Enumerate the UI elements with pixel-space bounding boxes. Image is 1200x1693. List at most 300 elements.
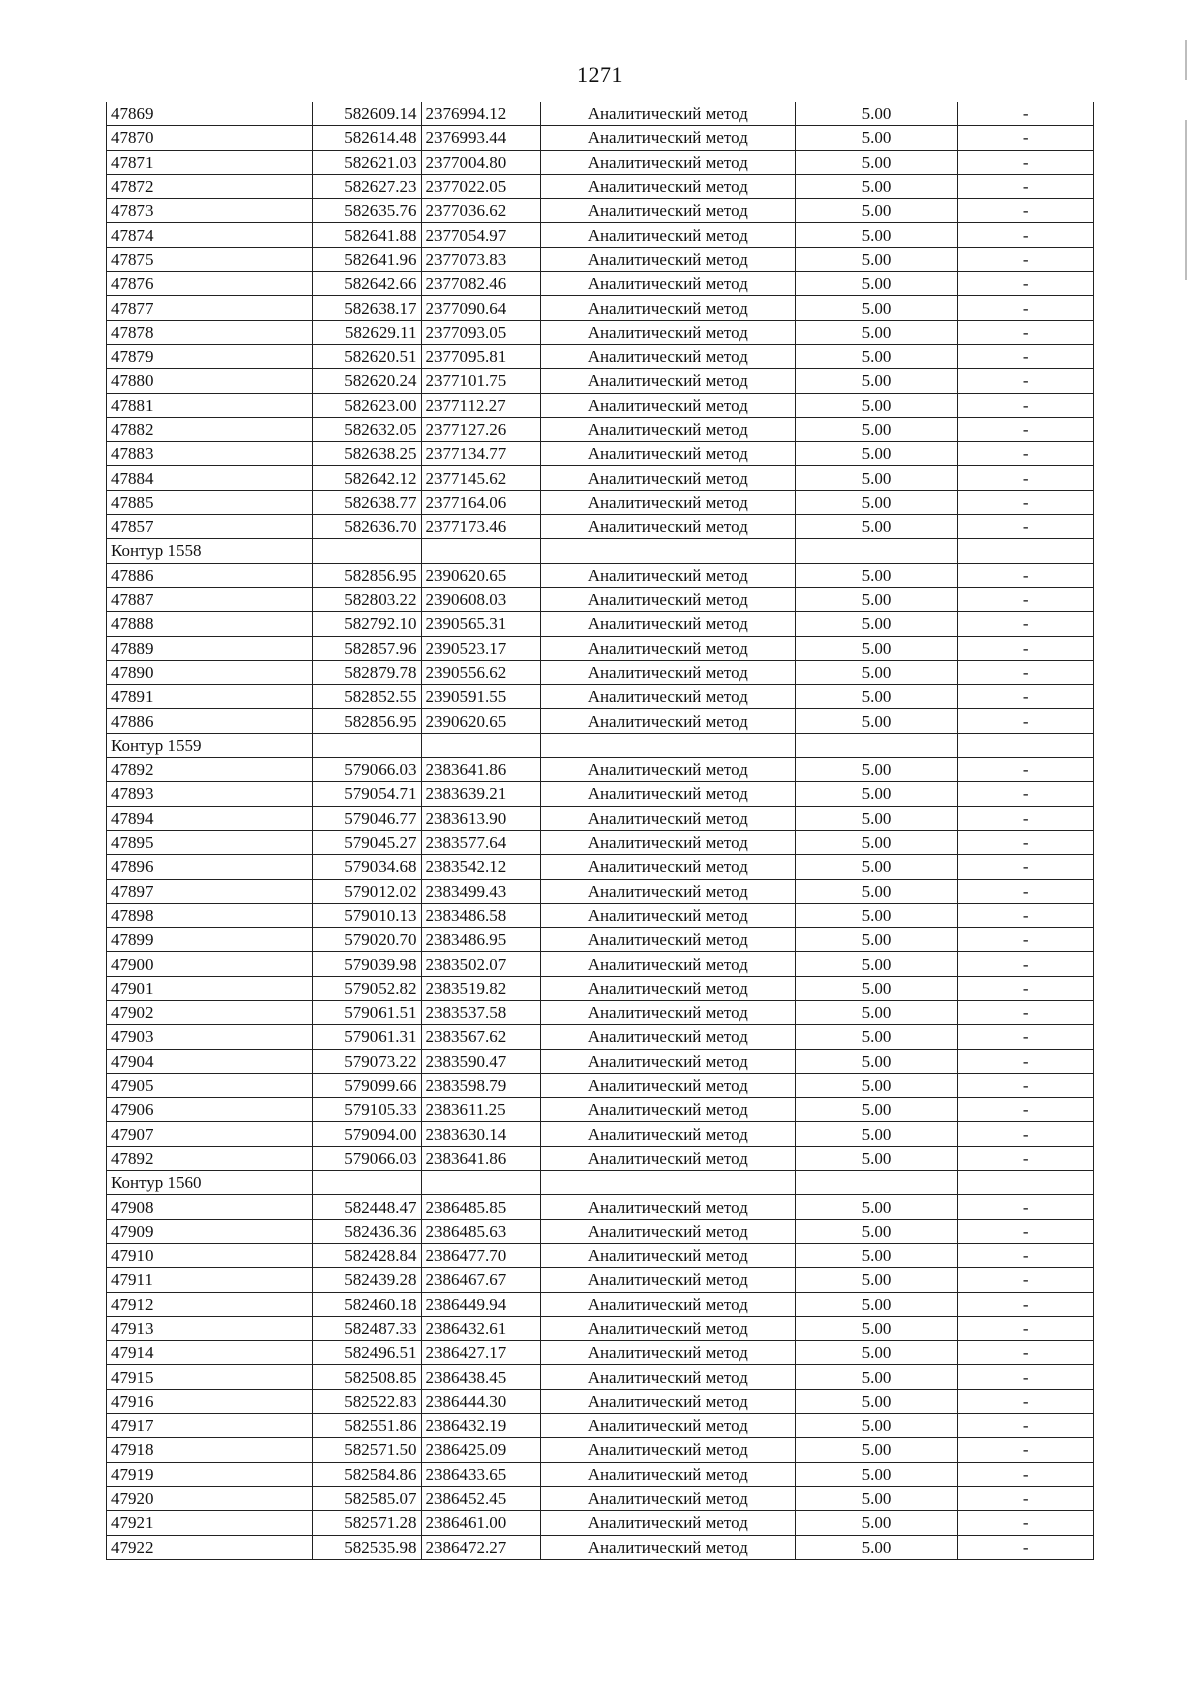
y-coordinate-cell: 2386432.19: [421, 1414, 540, 1438]
point-number-cell: 47874: [107, 223, 313, 247]
accuracy-cell: 5.00: [795, 247, 958, 271]
table-row: [107, 1486, 1094, 1510]
point-number-cell: 47911: [107, 1268, 313, 1292]
accuracy-cell: 5.00: [795, 782, 958, 806]
table-row: [107, 369, 1094, 393]
empty-cell: [540, 539, 795, 563]
note-cell: -: [958, 126, 1094, 150]
x-coordinate-cell: 579045.27: [313, 830, 421, 854]
note-cell: -: [958, 1511, 1094, 1535]
x-coordinate-cell: 579094.00: [313, 1122, 421, 1146]
coordinates-table: [106, 102, 1094, 1560]
method-cell: Аналитический метод: [540, 1049, 795, 1073]
y-coordinate-cell: 2383542.12: [421, 855, 540, 879]
accuracy-cell: 5.00: [795, 1292, 958, 1316]
table-row: [107, 612, 1094, 636]
method-cell: Аналитический метод: [540, 952, 795, 976]
empty-cell: [958, 539, 1094, 563]
table-row: [107, 855, 1094, 879]
accuracy-cell: 5.00: [795, 174, 958, 198]
x-coordinate-cell: 579066.03: [313, 758, 421, 782]
x-coordinate-cell: 582551.86: [313, 1414, 421, 1438]
y-coordinate-cell: 2390620.65: [421, 709, 540, 733]
note-cell: -: [958, 1438, 1094, 1462]
accuracy-cell: 5.00: [795, 1243, 958, 1267]
table-row: [107, 976, 1094, 1000]
y-coordinate-cell: 2386438.45: [421, 1365, 540, 1389]
table-row: [107, 879, 1094, 903]
method-cell: Аналитический метод: [540, 903, 795, 927]
point-number-cell: 47919: [107, 1462, 313, 1486]
note-cell: -: [958, 1098, 1094, 1122]
method-cell: Аналитический метод: [540, 1341, 795, 1365]
method-cell: Аналитический метод: [540, 563, 795, 587]
table-row: [107, 685, 1094, 709]
y-coordinate-cell: 2386461.00: [421, 1511, 540, 1535]
point-number-cell: 47903: [107, 1025, 313, 1049]
method-cell: Аналитический метод: [540, 417, 795, 441]
accuracy-cell: 5.00: [795, 1025, 958, 1049]
method-cell: Аналитический метод: [540, 855, 795, 879]
note-cell: -: [958, 1195, 1094, 1219]
accuracy-cell: 5.00: [795, 903, 958, 927]
table-row: [107, 1365, 1094, 1389]
y-coordinate-cell: 2383502.07: [421, 952, 540, 976]
x-coordinate-cell: 582609.14: [313, 102, 421, 126]
x-coordinate-cell: 582439.28: [313, 1268, 421, 1292]
x-coordinate-cell: 582627.23: [313, 174, 421, 198]
y-coordinate-cell: 2377095.81: [421, 344, 540, 368]
empty-cell: [795, 733, 958, 757]
point-number-cell: 47914: [107, 1341, 313, 1365]
method-cell: Аналитический метод: [540, 1414, 795, 1438]
x-coordinate-cell: 582642.12: [313, 466, 421, 490]
table-row: [107, 903, 1094, 927]
x-coordinate-cell: 579046.77: [313, 806, 421, 830]
method-cell: Аналитический метод: [540, 1486, 795, 1510]
y-coordinate-cell: 2377112.27: [421, 393, 540, 417]
accuracy-cell: 5.00: [795, 636, 958, 660]
accuracy-cell: 5.00: [795, 199, 958, 223]
note-cell: -: [958, 1243, 1094, 1267]
scan-artifact-mark: [1185, 40, 1187, 80]
note-cell: -: [958, 587, 1094, 611]
accuracy-cell: 5.00: [795, 466, 958, 490]
empty-cell: [795, 1171, 958, 1195]
point-number-cell: 47891: [107, 685, 313, 709]
point-number-cell: 47872: [107, 174, 313, 198]
method-cell: Аналитический метод: [540, 174, 795, 198]
accuracy-cell: 5.00: [795, 563, 958, 587]
y-coordinate-cell: 2377101.75: [421, 369, 540, 393]
point-number-cell: 47888: [107, 612, 313, 636]
table-row: [107, 223, 1094, 247]
note-cell: -: [958, 1316, 1094, 1340]
note-cell: -: [958, 466, 1094, 490]
table-row: [107, 442, 1094, 466]
x-coordinate-cell: 582803.22: [313, 587, 421, 611]
note-cell: -: [958, 1341, 1094, 1365]
y-coordinate-cell: 2383486.95: [421, 928, 540, 952]
x-coordinate-cell: 582496.51: [313, 1341, 421, 1365]
method-cell: Аналитический метод: [540, 758, 795, 782]
note-cell: -: [958, 928, 1094, 952]
point-number-cell: 47918: [107, 1438, 313, 1462]
empty-cell: [540, 1171, 795, 1195]
method-cell: Аналитический метод: [540, 223, 795, 247]
method-cell: Аналитический метод: [540, 490, 795, 514]
accuracy-cell: 5.00: [795, 976, 958, 1000]
y-coordinate-cell: 2383519.82: [421, 976, 540, 1000]
point-number-cell: 47913: [107, 1316, 313, 1340]
method-cell: Аналитический метод: [540, 1389, 795, 1413]
accuracy-cell: 5.00: [795, 272, 958, 296]
x-coordinate-cell: 582629.11: [313, 320, 421, 344]
x-coordinate-cell: 582641.96: [313, 247, 421, 271]
note-cell: -: [958, 344, 1094, 368]
x-coordinate-cell: 582535.98: [313, 1535, 421, 1559]
x-coordinate-cell: 582571.50: [313, 1438, 421, 1462]
y-coordinate-cell: 2377022.05: [421, 174, 540, 198]
method-cell: Аналитический метод: [540, 1195, 795, 1219]
point-number-cell: 47889: [107, 636, 313, 660]
point-number-cell: 47896: [107, 855, 313, 879]
point-number-cell: 47904: [107, 1049, 313, 1073]
x-coordinate-cell: 582522.83: [313, 1389, 421, 1413]
note-cell: -: [958, 855, 1094, 879]
y-coordinate-cell: 2386433.65: [421, 1462, 540, 1486]
method-cell: Аналитический метод: [540, 685, 795, 709]
y-coordinate-cell: 2386449.94: [421, 1292, 540, 1316]
note-cell: -: [958, 685, 1094, 709]
accuracy-cell: 5.00: [795, 1049, 958, 1073]
note-cell: -: [958, 563, 1094, 587]
table-row: [107, 466, 1094, 490]
x-coordinate-cell: 582620.51: [313, 344, 421, 368]
table-row: [107, 1025, 1094, 1049]
table-row: [107, 1414, 1094, 1438]
x-coordinate-cell: 582584.86: [313, 1462, 421, 1486]
x-coordinate-cell: 582642.66: [313, 272, 421, 296]
accuracy-cell: 5.00: [795, 1486, 958, 1510]
y-coordinate-cell: 2376994.12: [421, 102, 540, 126]
y-coordinate-cell: 2377054.97: [421, 223, 540, 247]
method-cell: Аналитический метод: [540, 369, 795, 393]
x-coordinate-cell: 582428.84: [313, 1243, 421, 1267]
accuracy-cell: 5.00: [795, 150, 958, 174]
accuracy-cell: 5.00: [795, 515, 958, 539]
y-coordinate-cell: 2383537.58: [421, 1000, 540, 1024]
table-row: [107, 1268, 1094, 1292]
point-number-cell: 47902: [107, 1000, 313, 1024]
table-row: [107, 1122, 1094, 1146]
x-coordinate-cell: 582620.24: [313, 369, 421, 393]
contour-header-row: [107, 539, 1094, 563]
y-coordinate-cell: 2390556.62: [421, 660, 540, 684]
accuracy-cell: 5.00: [795, 393, 958, 417]
method-cell: Аналитический метод: [540, 1292, 795, 1316]
method-cell: Аналитический метод: [540, 1316, 795, 1340]
y-coordinate-cell: 2386477.70: [421, 1243, 540, 1267]
table-row: [107, 1462, 1094, 1486]
method-cell: Аналитический метод: [540, 126, 795, 150]
empty-cell: [421, 1171, 540, 1195]
empty-cell: [795, 539, 958, 563]
table-row: [107, 247, 1094, 271]
y-coordinate-cell: 2377073.83: [421, 247, 540, 271]
empty-cell: [313, 1171, 421, 1195]
note-cell: -: [958, 1535, 1094, 1559]
accuracy-cell: 5.00: [795, 223, 958, 247]
table-row: [107, 296, 1094, 320]
note-cell: -: [958, 102, 1094, 126]
point-number-cell: 47870: [107, 126, 313, 150]
method-cell: Аналитический метод: [540, 1219, 795, 1243]
table-row: [107, 417, 1094, 441]
table-row: [107, 272, 1094, 296]
accuracy-cell: 5.00: [795, 685, 958, 709]
y-coordinate-cell: 2386485.63: [421, 1219, 540, 1243]
accuracy-cell: 5.00: [795, 344, 958, 368]
accuracy-cell: 5.00: [795, 1073, 958, 1097]
y-coordinate-cell: 2383598.79: [421, 1073, 540, 1097]
point-number-cell: 47894: [107, 806, 313, 830]
empty-cell: [421, 733, 540, 757]
accuracy-cell: 5.00: [795, 1316, 958, 1340]
method-cell: Аналитический метод: [540, 1511, 795, 1535]
y-coordinate-cell: 2390591.55: [421, 685, 540, 709]
accuracy-cell: 5.00: [795, 102, 958, 126]
point-number-cell: 47879: [107, 344, 313, 368]
method-cell: Аналитический метод: [540, 1122, 795, 1146]
x-coordinate-cell: 582436.36: [313, 1219, 421, 1243]
note-cell: -: [958, 150, 1094, 174]
y-coordinate-cell: 2386444.30: [421, 1389, 540, 1413]
table-row: [107, 636, 1094, 660]
method-cell: Аналитический метод: [540, 1025, 795, 1049]
accuracy-cell: 5.00: [795, 1195, 958, 1219]
method-cell: Аналитический метод: [540, 1268, 795, 1292]
empty-cell: [540, 733, 795, 757]
y-coordinate-cell: 2386427.17: [421, 1341, 540, 1365]
note-cell: -: [958, 1073, 1094, 1097]
accuracy-cell: 5.00: [795, 879, 958, 903]
accuracy-cell: 5.00: [795, 296, 958, 320]
accuracy-cell: 5.00: [795, 1122, 958, 1146]
y-coordinate-cell: 2377134.77: [421, 442, 540, 466]
y-coordinate-cell: 2377004.80: [421, 150, 540, 174]
x-coordinate-cell: 582585.07: [313, 1486, 421, 1510]
table-row: [107, 490, 1094, 514]
method-cell: Аналитический метод: [540, 1073, 795, 1097]
accuracy-cell: 5.00: [795, 1098, 958, 1122]
contour-title: Контур 1560: [107, 1171, 313, 1195]
table-row: [107, 1049, 1094, 1073]
y-coordinate-cell: 2383639.21: [421, 782, 540, 806]
note-cell: -: [958, 1486, 1094, 1510]
x-coordinate-cell: 582636.70: [313, 515, 421, 539]
accuracy-cell: 5.00: [795, 1511, 958, 1535]
note-cell: -: [958, 296, 1094, 320]
point-number-cell: 47873: [107, 199, 313, 223]
table-row: [107, 1292, 1094, 1316]
accuracy-cell: 5.00: [795, 952, 958, 976]
method-cell: Аналитический метод: [540, 612, 795, 636]
table-row: [107, 1243, 1094, 1267]
note-cell: -: [958, 976, 1094, 1000]
note-cell: -: [958, 830, 1094, 854]
empty-cell: [958, 1171, 1094, 1195]
point-number-cell: 47910: [107, 1243, 313, 1267]
x-coordinate-cell: 582879.78: [313, 660, 421, 684]
note-cell: -: [958, 612, 1094, 636]
method-cell: Аналитический метод: [540, 515, 795, 539]
x-coordinate-cell: 579105.33: [313, 1098, 421, 1122]
table-row: [107, 563, 1094, 587]
table-row: [107, 393, 1094, 417]
contour-title: Контур 1559: [107, 733, 313, 757]
accuracy-cell: 5.00: [795, 369, 958, 393]
table-row: [107, 102, 1094, 126]
x-coordinate-cell: 579039.98: [313, 952, 421, 976]
method-cell: Аналитический метод: [540, 1462, 795, 1486]
point-number-cell: 47900: [107, 952, 313, 976]
method-cell: Аналитический метод: [540, 1146, 795, 1170]
x-coordinate-cell: 579061.31: [313, 1025, 421, 1049]
note-cell: -: [958, 1414, 1094, 1438]
method-cell: Аналитический метод: [540, 879, 795, 903]
table-row: [107, 126, 1094, 150]
x-coordinate-cell: 579012.02: [313, 879, 421, 903]
method-cell: Аналитический метод: [540, 1535, 795, 1559]
point-number-cell: 47922: [107, 1535, 313, 1559]
accuracy-cell: 5.00: [795, 1146, 958, 1170]
note-cell: -: [958, 1462, 1094, 1486]
point-number-cell: 47890: [107, 660, 313, 684]
y-coordinate-cell: 2377145.62: [421, 466, 540, 490]
note-cell: -: [958, 1025, 1094, 1049]
y-coordinate-cell: 2386485.85: [421, 1195, 540, 1219]
note-cell: -: [958, 806, 1094, 830]
point-number-cell: 47880: [107, 369, 313, 393]
x-coordinate-cell: 582614.48: [313, 126, 421, 150]
coordinates-table-body: [107, 102, 1094, 1559]
method-cell: Аналитический метод: [540, 636, 795, 660]
x-coordinate-cell: 579099.66: [313, 1073, 421, 1097]
note-cell: -: [958, 1219, 1094, 1243]
accuracy-cell: 5.00: [795, 806, 958, 830]
contour-header-row: [107, 1171, 1094, 1195]
accuracy-cell: 5.00: [795, 1000, 958, 1024]
note-cell: -: [958, 782, 1094, 806]
y-coordinate-cell: 2383641.86: [421, 758, 540, 782]
point-number-cell: 47905: [107, 1073, 313, 1097]
x-coordinate-cell: 582852.55: [313, 685, 421, 709]
table-row: [107, 782, 1094, 806]
method-cell: Аналитический метод: [540, 1000, 795, 1024]
point-number-cell: 47901: [107, 976, 313, 1000]
point-number-cell: 47909: [107, 1219, 313, 1243]
table-row: [107, 1000, 1094, 1024]
y-coordinate-cell: 2386472.27: [421, 1535, 540, 1559]
accuracy-cell: 5.00: [795, 442, 958, 466]
y-coordinate-cell: 2390620.65: [421, 563, 540, 587]
y-coordinate-cell: 2383613.90: [421, 806, 540, 830]
point-number-cell: 47885: [107, 490, 313, 514]
point-number-cell: 47920: [107, 1486, 313, 1510]
y-coordinate-cell: 2383577.64: [421, 830, 540, 854]
point-number-cell: 47907: [107, 1122, 313, 1146]
accuracy-cell: 5.00: [795, 320, 958, 344]
y-coordinate-cell: 2377164.06: [421, 490, 540, 514]
scan-artifact-mark: [1185, 120, 1187, 280]
empty-cell: [313, 733, 421, 757]
method-cell: Аналитический метод: [540, 806, 795, 830]
point-number-cell: 47857: [107, 515, 313, 539]
accuracy-cell: 5.00: [795, 758, 958, 782]
point-number-cell: 47908: [107, 1195, 313, 1219]
method-cell: Аналитический метод: [540, 1098, 795, 1122]
note-cell: -: [958, 174, 1094, 198]
x-coordinate-cell: 582638.17: [313, 296, 421, 320]
y-coordinate-cell: 2383499.43: [421, 879, 540, 903]
table-row: [107, 1219, 1094, 1243]
y-coordinate-cell: 2386432.61: [421, 1316, 540, 1340]
table-row: [107, 1146, 1094, 1170]
x-coordinate-cell: 579052.82: [313, 976, 421, 1000]
point-number-cell: 47886: [107, 709, 313, 733]
y-coordinate-cell: 2390523.17: [421, 636, 540, 660]
note-cell: -: [958, 1389, 1094, 1413]
note-cell: -: [958, 1000, 1094, 1024]
note-cell: -: [958, 369, 1094, 393]
method-cell: Аналитический метод: [540, 393, 795, 417]
method-cell: Аналитический метод: [540, 976, 795, 1000]
accuracy-cell: 5.00: [795, 612, 958, 636]
x-coordinate-cell: 582856.95: [313, 709, 421, 733]
note-cell: -: [958, 320, 1094, 344]
x-coordinate-cell: 579073.22: [313, 1049, 421, 1073]
point-number-cell: 47883: [107, 442, 313, 466]
table-row: [107, 150, 1094, 174]
method-cell: Аналитический метод: [540, 709, 795, 733]
x-coordinate-cell: 582571.28: [313, 1511, 421, 1535]
point-number-cell: 47884: [107, 466, 313, 490]
note-cell: -: [958, 1365, 1094, 1389]
note-cell: -: [958, 247, 1094, 271]
x-coordinate-cell: 579061.51: [313, 1000, 421, 1024]
note-cell: -: [958, 393, 1094, 417]
point-number-cell: 47892: [107, 1146, 313, 1170]
x-coordinate-cell: 579054.71: [313, 782, 421, 806]
accuracy-cell: 5.00: [795, 417, 958, 441]
point-number-cell: 47895: [107, 830, 313, 854]
table-row: [107, 174, 1094, 198]
note-cell: -: [958, 199, 1094, 223]
point-number-cell: 47882: [107, 417, 313, 441]
x-coordinate-cell: 582857.96: [313, 636, 421, 660]
table-row: [107, 587, 1094, 611]
y-coordinate-cell: 2377090.64: [421, 296, 540, 320]
method-cell: Аналитический метод: [540, 1365, 795, 1389]
method-cell: Аналитический метод: [540, 150, 795, 174]
note-cell: -: [958, 490, 1094, 514]
accuracy-cell: 5.00: [795, 709, 958, 733]
table-row: [107, 344, 1094, 368]
point-number-cell: 47869: [107, 102, 313, 126]
method-cell: Аналитический метод: [540, 344, 795, 368]
point-number-cell: 47886: [107, 563, 313, 587]
